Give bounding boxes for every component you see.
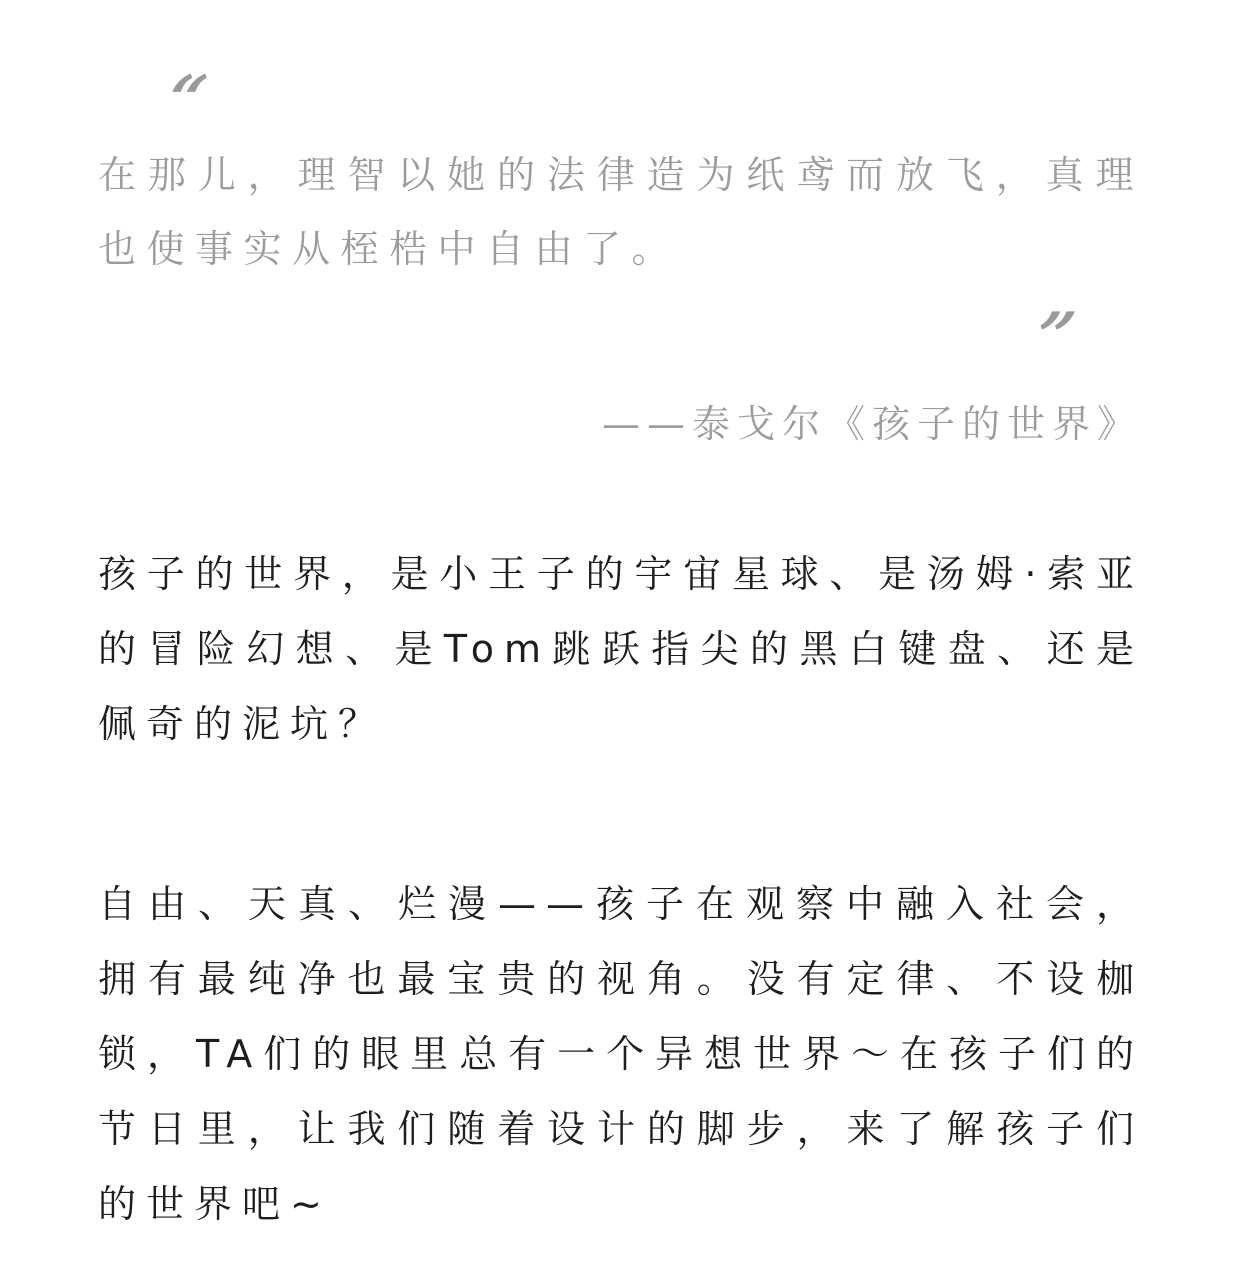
quote-text: 在那儿，理智以她的法律造为纸鸢而放飞，真理也使事实从桎梏中自由了。	[98, 153, 1144, 271]
open-quote-icon: “	[160, 62, 213, 137]
paragraph-intro: 孩子的世界，是小王子的宇宙星球、是汤姆·索亚的冒险幻想、是Tom跳跃指尖的黑白键盘、还是佩奇的泥坑？	[98, 552, 1144, 746]
quote-source: ——泰戈尔《孩子的世界》	[601, 402, 1142, 446]
close-quote-icon: ”	[1028, 299, 1081, 374]
paragraph-body: 自由、天真、烂漫——孩子在观察中融入社会，拥有最纯净也最宝贵的视角。没有定律、不设枷锁，TA们的眼里总有一个异想世界～在孩子们的节日里，让我们随着设计的脚步，来了解孩子们的世界吧~	[98, 882, 1144, 1226]
